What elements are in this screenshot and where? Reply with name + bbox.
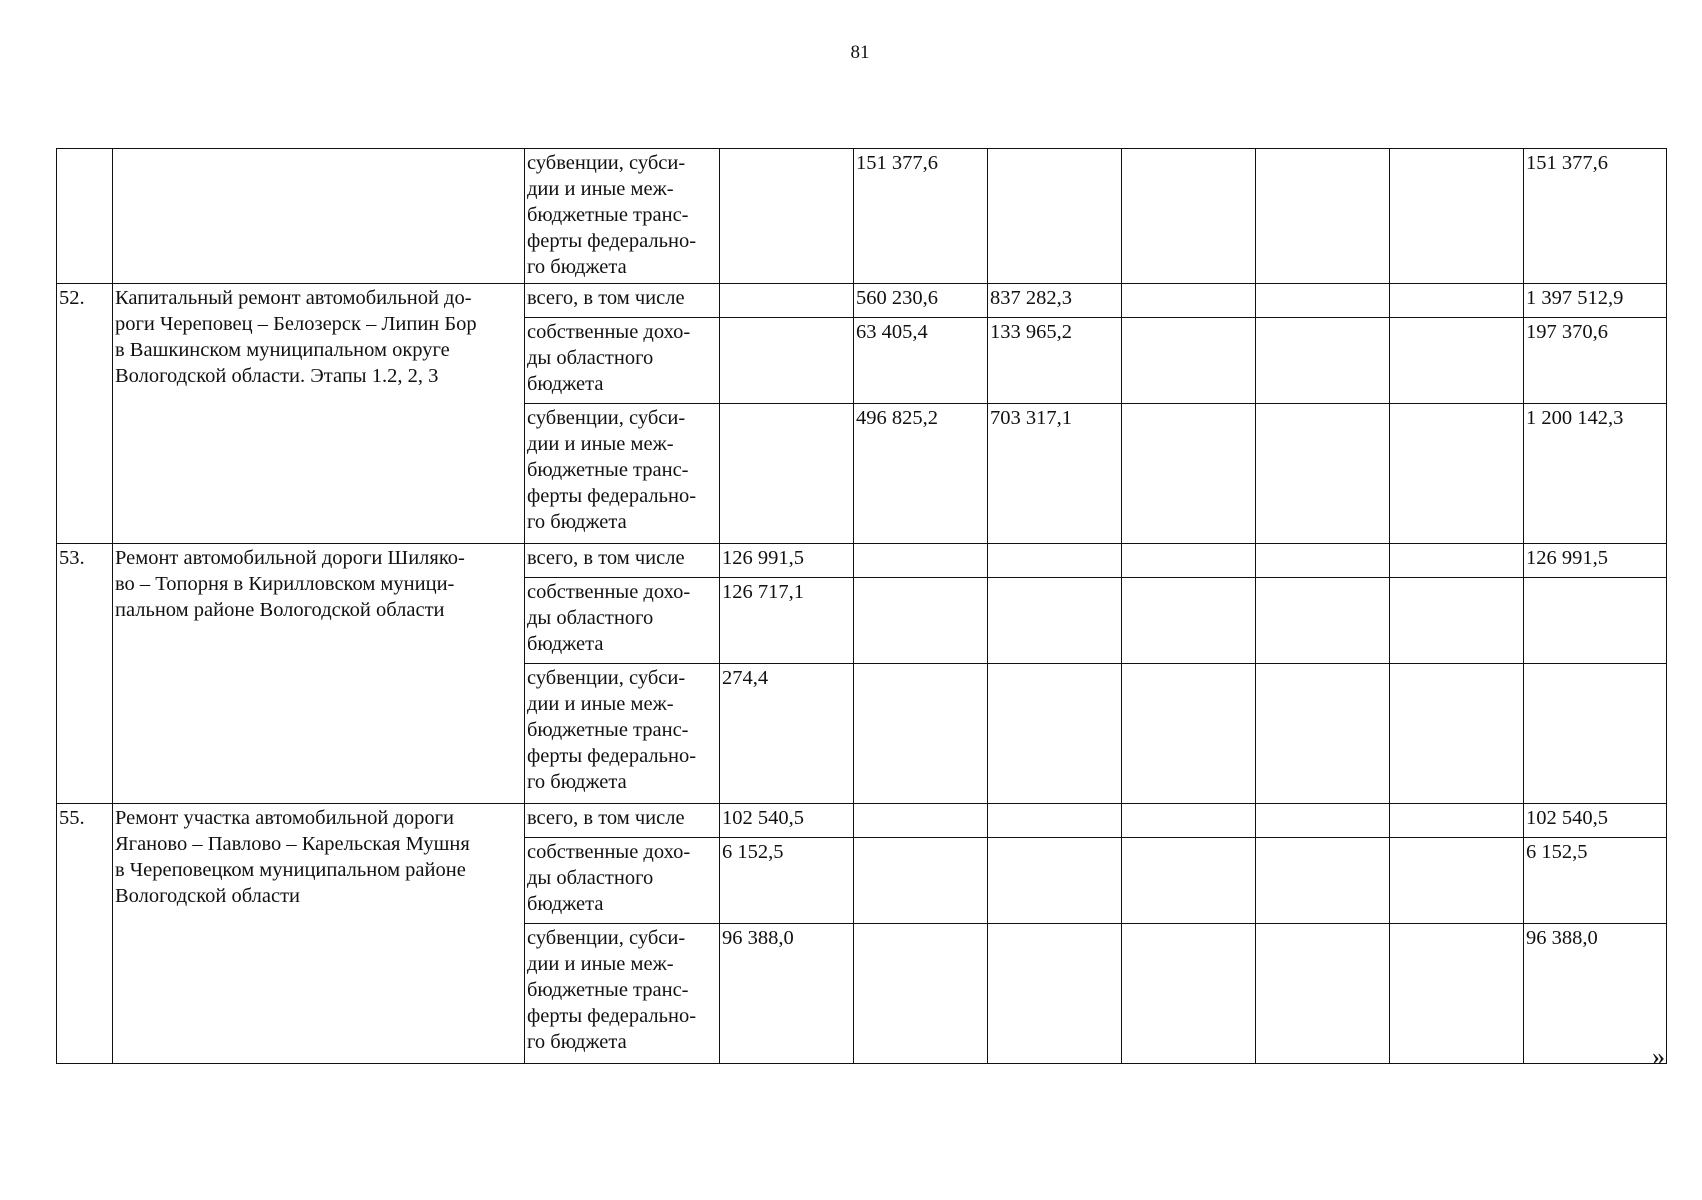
amount-cell [1390, 838, 1524, 924]
total-amount-cell: 1 200 142,3 [1524, 404, 1667, 544]
amount-cell: 496 825,2 [854, 404, 988, 544]
object-name-cell [113, 544, 525, 804]
table-row [57, 544, 1667, 578]
amount-cell [1390, 664, 1524, 804]
funding-source-cell [525, 838, 720, 924]
funding-source-cell [525, 544, 720, 578]
funding-source-cell [525, 804, 720, 838]
funding-source-cell [525, 924, 720, 1064]
cell-line: дии и иные меж- [527, 953, 674, 975]
amount-cell [854, 924, 988, 1064]
amount-cell: 560 230,6 [854, 284, 988, 318]
amount-cell: 126 991,5 [720, 544, 854, 578]
cell-line: го бюджета [527, 256, 627, 278]
cell-line: всего, в том числе [527, 547, 685, 569]
amount-cell [854, 804, 988, 838]
table-row [57, 804, 1667, 838]
amount-cell: 102 540,5 [720, 804, 854, 838]
amount-cell [854, 544, 988, 578]
total-amount-cell: 197 370,6 [1524, 318, 1667, 404]
total-amount-cell: 96 388,0 [1524, 924, 1667, 1064]
amount-cell [720, 404, 854, 544]
funding-source-cell [525, 664, 720, 804]
amount-cell [1122, 664, 1256, 804]
cell-line: бюджета [527, 893, 604, 915]
amount-cell [988, 664, 1122, 804]
amount-cell: 96 388,0 [720, 924, 854, 1064]
cell-line: ды областного [527, 347, 654, 369]
table-row [57, 149, 1667, 284]
amount-cell [1256, 838, 1390, 924]
amount-cell: 703 317,1 [988, 404, 1122, 544]
cell-line: ферты федерально- [527, 230, 697, 252]
amount-cell: 6 152,5 [720, 838, 854, 924]
amount-cell: 151 377,6 [854, 149, 988, 284]
object-name-cell [113, 149, 525, 284]
funding-source-cell [525, 404, 720, 544]
cell-line: в Череповецком муниципальном районе [115, 859, 466, 881]
amount-cell [1256, 664, 1390, 804]
amount-cell [1122, 578, 1256, 664]
amount-cell: 837 282,3 [988, 284, 1122, 318]
amount-cell [1256, 578, 1390, 664]
cell-line: пальном районе Вологодской области [115, 599, 445, 621]
amount-cell [1390, 544, 1524, 578]
amount-cell [988, 804, 1122, 838]
amount-cell [1390, 284, 1524, 318]
object-name-cell [113, 284, 525, 544]
cell-line: Ремонт автомобильной дороги Шиляко- [115, 547, 465, 569]
total-amount-cell [1524, 664, 1667, 804]
cell-line: ды областного [527, 867, 654, 889]
cell-line: ферты федерально- [527, 485, 697, 507]
amount-cell [1122, 284, 1256, 318]
cell-line: всего, в том числе [527, 287, 685, 309]
funding-source-cell [525, 318, 720, 404]
total-amount-cell: 126 991,5 [1524, 544, 1667, 578]
cell-line: ды областного [527, 607, 654, 629]
cell-line: бюджета [527, 633, 604, 655]
cell-line: бюджетные транс- [527, 459, 689, 481]
cell-line: го бюджета [527, 771, 627, 793]
amount-cell [1256, 804, 1390, 838]
total-amount-cell [1524, 578, 1667, 664]
cell-line: в Вашкинском муниципальном округе [115, 339, 450, 361]
amount-cell [1122, 838, 1256, 924]
cell-line: дии и иные меж- [527, 178, 674, 200]
funding-source-cell [525, 149, 720, 284]
amount-cell [988, 149, 1122, 284]
cell-line: Вологодской области [115, 885, 301, 907]
total-amount-cell: 1 397 512,9 [1524, 284, 1667, 318]
amount-cell [1122, 924, 1256, 1064]
cell-line: бюджетные транс- [527, 719, 689, 741]
budget-table [56, 148, 1667, 1064]
amount-cell [1256, 544, 1390, 578]
cell-line: во – Топорня в Кирилловском муници- [115, 573, 455, 595]
cell-line: Капитальный ремонт автомобильной до- [115, 287, 472, 309]
object-name-cell [113, 804, 525, 1064]
cell-line: всего, в том числе [527, 807, 685, 829]
amount-cell [854, 578, 988, 664]
amount-cell [988, 578, 1122, 664]
amount-cell [720, 149, 854, 284]
amount-cell [1390, 804, 1524, 838]
cell-line: субвенции, субси- [527, 667, 686, 689]
amount-cell: 126 717,1 [720, 578, 854, 664]
amount-cell [988, 838, 1122, 924]
amount-cell: 274,4 [720, 664, 854, 804]
amount-cell [1256, 149, 1390, 284]
cell-line: субвенции, субси- [527, 407, 686, 429]
row-number-cell: 55. [57, 804, 113, 1064]
row-number-cell: 53. [57, 544, 113, 804]
amount-cell [1122, 804, 1256, 838]
amount-cell [1256, 924, 1390, 1064]
amount-cell [1390, 924, 1524, 1064]
total-amount-cell: 102 540,5 [1524, 804, 1667, 838]
cell-line: субвенции, субси- [527, 927, 686, 949]
funding-source-cell [525, 284, 720, 318]
amount-cell [1390, 318, 1524, 404]
closing-quote-mark: » [1652, 1042, 1665, 1071]
cell-line: Вологодской области. Этапы 1.2, 2, 3 [115, 365, 439, 387]
cell-line: субвенции, субси- [527, 152, 686, 174]
cell-line: го бюджета [527, 511, 627, 533]
amount-cell [854, 838, 988, 924]
amount-cell [720, 284, 854, 318]
amount-cell [1122, 318, 1256, 404]
row-number-cell [57, 149, 113, 284]
amount-cell [854, 664, 988, 804]
row-number-cell: 52. [57, 284, 113, 544]
cell-line: Ремонт участка автомобильной дороги [115, 807, 454, 829]
page-number: 81 [850, 42, 870, 63]
amount-cell [988, 924, 1122, 1064]
amount-cell [1256, 404, 1390, 544]
cell-line: дии и иные меж- [527, 433, 674, 455]
total-amount-cell: 6 152,5 [1524, 838, 1667, 924]
cell-line: бюджета [527, 373, 604, 395]
cell-line: собственные дохо- [527, 321, 691, 343]
funding-source-cell [525, 578, 720, 664]
table-row [57, 284, 1667, 318]
table-body [57, 149, 1667, 1064]
cell-line: Яганово – Павлово – Карельская Мушня [115, 833, 470, 855]
cell-line: роги Череповец – Белозерск – Липин Бор [115, 313, 477, 335]
cell-line: го бюджета [527, 1031, 627, 1053]
amount-cell: 133 965,2 [988, 318, 1122, 404]
amount-cell [1390, 149, 1524, 284]
amount-cell [720, 318, 854, 404]
cell-line: дии и иные меж- [527, 693, 674, 715]
amount-cell: 63 405,4 [854, 318, 988, 404]
amount-cell [1256, 284, 1390, 318]
total-amount-cell: 151 377,6 [1524, 149, 1667, 284]
cell-line: бюджетные транс- [527, 204, 689, 226]
cell-line: ферты федерально- [527, 1005, 697, 1027]
amount-cell [988, 544, 1122, 578]
cell-line: собственные дохо- [527, 841, 691, 863]
amount-cell [1390, 578, 1524, 664]
amount-cell [1122, 404, 1256, 544]
cell-line: собственные дохо- [527, 581, 691, 603]
amount-cell [1122, 149, 1256, 284]
amount-cell [1390, 404, 1524, 544]
amount-cell [1122, 544, 1256, 578]
cell-line: ферты федерально- [527, 745, 697, 767]
amount-cell [1256, 318, 1390, 404]
cell-line: бюджетные транс- [527, 979, 689, 1001]
